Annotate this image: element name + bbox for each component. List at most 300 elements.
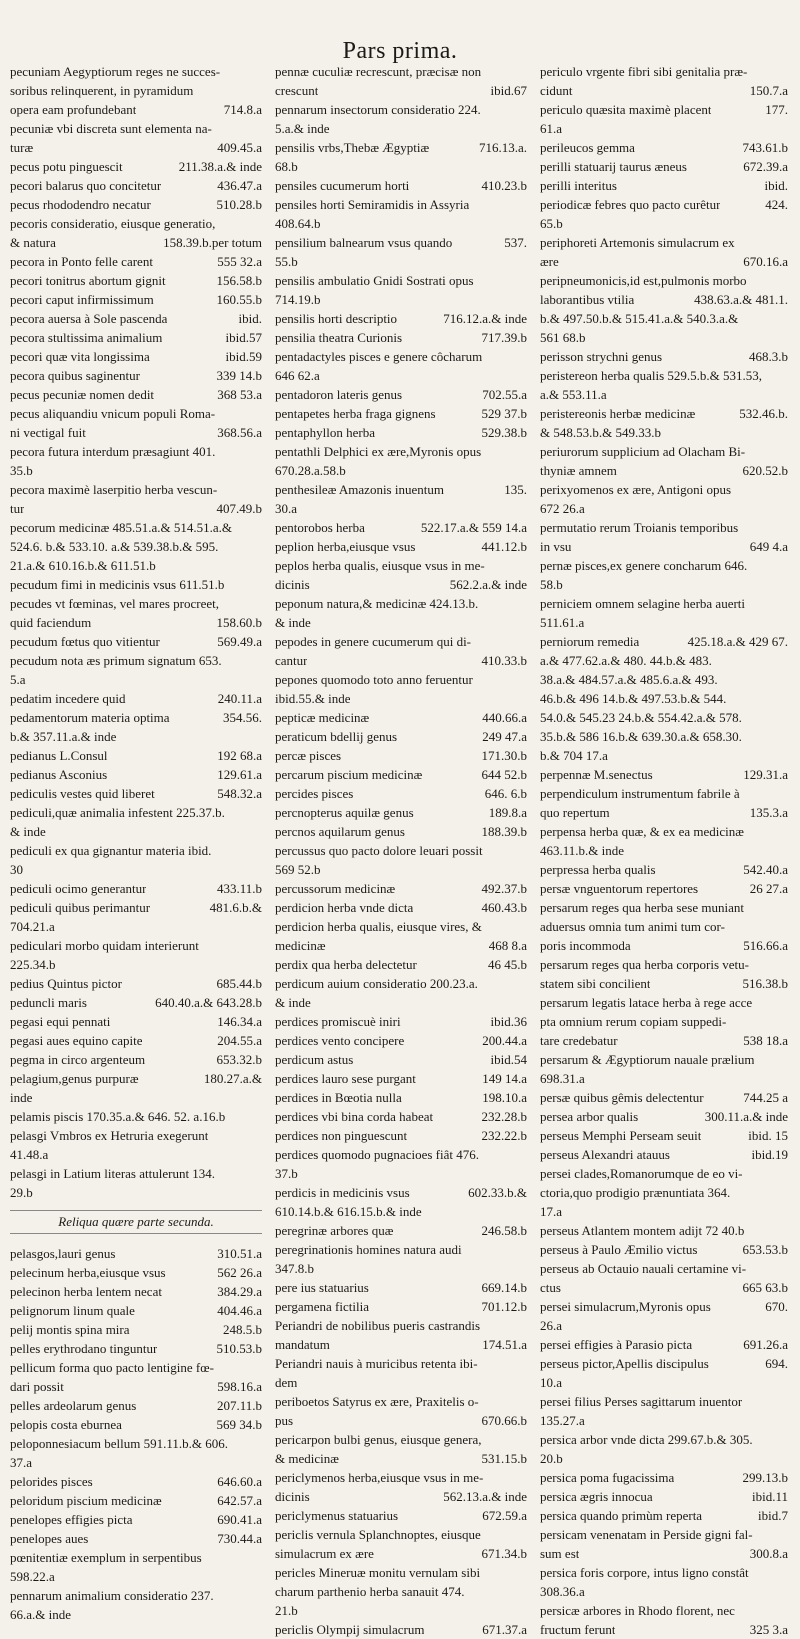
index-entry xyxy=(275,461,527,480)
index-entry xyxy=(10,1396,262,1415)
entry-text: persica arbor vnde dicta 299.67.b.& 305. xyxy=(540,1432,753,1447)
index-entry xyxy=(10,81,262,100)
entry-text: peregrinationis homines natura audi xyxy=(275,1242,462,1257)
entry-text: laborantibus vtilia xyxy=(540,292,635,307)
index-entry xyxy=(540,100,788,119)
entry-reference: 156.58.b xyxy=(216,273,262,288)
entry-reference: 492.37.b xyxy=(481,881,527,896)
index-entry xyxy=(10,1567,262,1586)
entry-text: 10.a xyxy=(540,1375,563,1390)
index-entry xyxy=(275,176,527,195)
index-entry xyxy=(540,974,788,993)
entry-reference: 602.33.b.& xyxy=(468,1185,527,1200)
entry-text: percnos aquilarum genus xyxy=(275,824,405,839)
index-entry xyxy=(10,62,262,81)
entry-reference: 409.45.a xyxy=(217,140,262,155)
entry-text: pere ius statuarius xyxy=(275,1280,369,1295)
entry-reference: 569 34.b xyxy=(216,1417,262,1432)
entry-reference: 529 37.b xyxy=(481,406,527,421)
entry-text: pelamis piscis 170.35.a.& 646. 52. a.16.b xyxy=(10,1109,226,1124)
index-entry xyxy=(275,1620,527,1639)
entry-reference: 249 47.a xyxy=(482,729,527,744)
index-entry xyxy=(540,157,788,176)
index-entry xyxy=(10,1183,262,1202)
entry-text: pepodes in genere cucumerum qui di- xyxy=(275,634,472,649)
index-entry xyxy=(10,537,262,556)
entry-text: pepones quomodo toto anno feruentur xyxy=(275,672,473,687)
entry-text: pegasi aues equino capite xyxy=(10,1033,143,1048)
entry-reference: 129.61.a xyxy=(217,767,262,782)
index-entry xyxy=(540,442,788,461)
index-entry xyxy=(540,480,788,499)
index-entry xyxy=(10,1107,262,1126)
entry-text: & inde xyxy=(10,824,46,839)
entry-reference: 441.12.b xyxy=(481,539,527,554)
entry-text: pecudum nota æs primum signatum 653. xyxy=(10,653,222,668)
index-entry xyxy=(275,1487,527,1506)
entry-text: pegasi equi pennati xyxy=(10,1014,111,1029)
entry-text: pensilis vrbs,Thebæ Ægyptiæ xyxy=(275,140,430,155)
entry-text: statem sibi concilient xyxy=(540,976,651,991)
entry-text: 46.b.& 496 14.b.& 497.53.b.& 544. xyxy=(540,691,727,706)
entry-text: pecori quæ vita longissima xyxy=(10,349,150,364)
index-entry xyxy=(10,1415,262,1434)
entry-text: pensilia theatra Curionis xyxy=(275,330,403,345)
entry-reference: 598.16.a xyxy=(217,1379,262,1394)
index-entry xyxy=(275,708,527,727)
entry-text: pecora stultissima animalium xyxy=(10,330,163,345)
entry-text: 225.34.b xyxy=(10,957,56,972)
index-entry xyxy=(540,252,788,271)
entry-reference: 716.13.a. xyxy=(478,140,527,155)
entry-text: periurorum supplicium ad Olacham Bi- xyxy=(540,444,746,459)
entry-reference: 211.38.a.& inde xyxy=(178,159,262,174)
index-entry xyxy=(540,1601,788,1620)
entry-text: ctus xyxy=(540,1280,561,1295)
entry-text: persica foris corpore, intus ligno constât xyxy=(540,1565,749,1580)
entry-reference: 146.34.a xyxy=(217,1014,262,1029)
entry-text: 54.0.& 545.23 24.b.& 554.42.a.& 578. xyxy=(540,710,742,725)
index-entry xyxy=(540,1468,788,1487)
index-entry xyxy=(540,195,788,214)
index-entry xyxy=(10,556,262,575)
index-entry xyxy=(540,1335,788,1354)
entry-text: 21.a.& 610.16.b.& 611.51.b xyxy=(10,558,156,573)
entry-reference: 160.55.b xyxy=(216,292,262,307)
entry-text: perdices vento concipere xyxy=(275,1033,405,1048)
index-entry xyxy=(540,537,788,556)
entry-reference: 510.28.b xyxy=(216,197,262,212)
index-column-2 xyxy=(275,62,527,1639)
entry-text: perpressa herba qualis xyxy=(540,862,656,877)
entry-text: 135.27.a xyxy=(540,1413,585,1428)
index-entry xyxy=(275,917,527,936)
entry-text: cidunt xyxy=(540,83,573,98)
index-entry xyxy=(10,841,262,860)
entry-reference: 149 14.a xyxy=(482,1071,527,1086)
entry-text: 41.48.a xyxy=(10,1147,49,1162)
entry-reference: 150.7.a xyxy=(749,83,788,98)
entry-text: peristereon herba qualis 529.5.b.& 531.53, xyxy=(540,368,763,383)
index-entry xyxy=(275,233,527,252)
index-entry xyxy=(275,1563,527,1582)
entry-reference: 562 26.a xyxy=(217,1265,262,1280)
entry-reference: 246.58.b xyxy=(481,1223,527,1238)
index-entry xyxy=(275,1373,527,1392)
entry-reference: 232.22.b xyxy=(481,1128,527,1143)
entry-reference: 198.10.a xyxy=(482,1090,527,1105)
index-entry xyxy=(275,575,527,594)
entry-reference: 665 63.b xyxy=(742,1280,788,1295)
entry-reference: 516.38.b xyxy=(742,976,788,991)
index-entry xyxy=(10,974,262,993)
entry-text: 511.61.a xyxy=(540,615,585,630)
entry-text: persei effigies à Parasio picta xyxy=(540,1337,693,1352)
entry-reference: 425.18.a.& 429 67. xyxy=(687,634,788,649)
index-entry xyxy=(540,936,788,955)
entry-reference: 646. 6.b xyxy=(484,786,527,801)
index-column-3 xyxy=(540,62,788,1639)
index-entry xyxy=(275,765,527,784)
index-entry xyxy=(10,290,262,309)
index-entry xyxy=(540,1145,788,1164)
index-entry xyxy=(275,1145,527,1164)
index-entry xyxy=(275,974,527,993)
entry-text: persæ vnguentorum repertores xyxy=(540,881,699,896)
index-entry xyxy=(275,1525,527,1544)
index-entry xyxy=(540,385,788,404)
entry-reference: ibid.19 xyxy=(751,1147,788,1162)
entry-text: pentaphyllon herba xyxy=(275,425,375,440)
index-entry xyxy=(10,1358,262,1377)
entry-text: pelecinum herba,eiusque vsus xyxy=(10,1265,166,1280)
entry-text: periculo quæsita maximè placent xyxy=(540,102,712,117)
entry-text: a.& 553.11.a xyxy=(540,387,607,402)
entry-text: 30.a xyxy=(275,501,298,516)
index-entry xyxy=(10,1050,262,1069)
index-entry xyxy=(10,1586,262,1605)
entry-text: opera eam profundebant xyxy=(10,102,137,117)
entry-text: periculo vrgente fibri sibi genitalia præ- xyxy=(540,64,748,79)
entry-text: pelasgi Vmbros ex Hetruria exegerunt xyxy=(10,1128,209,1143)
entry-text: cantur xyxy=(275,653,308,668)
entry-text: b.& 357.11.a.& inde xyxy=(10,729,117,744)
entry-reference: 410.33.b xyxy=(481,653,527,668)
index-entry xyxy=(275,1278,527,1297)
index-entry xyxy=(275,442,527,461)
entry-text: pediculari morbo quidam interierunt xyxy=(10,938,199,953)
entry-reference: 620.52.b xyxy=(742,463,788,478)
entry-text: peristereonis herbæ medicinæ xyxy=(540,406,696,421)
entry-reference: 516.66.a xyxy=(743,938,788,953)
entry-text: 37.a xyxy=(10,1455,33,1470)
entry-text: pecora maximè laserpitio herba vescun- xyxy=(10,482,218,497)
index-entry xyxy=(275,955,527,974)
entry-text: 37.b xyxy=(275,1166,298,1181)
entry-reference: 410.23.b xyxy=(481,178,527,193)
entry-text: tur xyxy=(10,501,25,516)
index-entry xyxy=(275,746,527,765)
entry-reference: 310.51.a xyxy=(217,1246,262,1261)
entry-text: 698.31.a xyxy=(540,1071,585,1086)
index-entry xyxy=(10,955,262,974)
entry-text: perilli statuarij taurus æneus xyxy=(540,159,687,174)
entry-text: 38.a.& 484.57.a.& 485.6.a.& 493. xyxy=(540,672,718,687)
index-entry xyxy=(10,1320,262,1339)
entry-text: perseus ab Octauio nauali certamine vi- xyxy=(540,1261,747,1276)
index-entry xyxy=(275,879,527,898)
index-entry xyxy=(275,784,527,803)
index-entry xyxy=(10,1088,262,1107)
index-entry xyxy=(275,100,527,119)
entry-text: persei clades,Romanorumque de eo vi- xyxy=(540,1166,743,1181)
entry-text: & natura xyxy=(10,235,56,250)
entry-text: persicæ arbores in Rhodo florent, nec xyxy=(540,1603,735,1618)
entry-text: pericles Mineruæ monitu vernulam sibi xyxy=(275,1565,481,1580)
entry-text: pelasgi in Latium literas attulerunt 134. xyxy=(10,1166,216,1181)
index-entry xyxy=(10,271,262,290)
index-entry xyxy=(540,366,788,385)
entry-reference: 691.26.a xyxy=(743,1337,788,1352)
index-entry xyxy=(275,841,527,860)
index-entry xyxy=(540,176,788,195)
index-entry xyxy=(10,233,262,252)
index-entry xyxy=(10,195,262,214)
index-entry xyxy=(10,1263,262,1282)
entry-text: 670.28.a.58.b xyxy=(275,463,346,478)
index-entry xyxy=(540,328,788,347)
entry-text: pecora quibus saginentur xyxy=(10,368,140,383)
index-entry xyxy=(540,1563,788,1582)
index-entry xyxy=(540,1202,788,1221)
entry-text: charum parthenio herba sanauit 474. xyxy=(275,1584,465,1599)
entry-reference: 300.11.a.& inde xyxy=(704,1109,788,1124)
entry-text: & 548.53.b.& 549.33.b xyxy=(540,425,661,440)
index-entry xyxy=(540,1164,788,1183)
entry-text: 66.a.& inde xyxy=(10,1607,72,1622)
entry-reference: ibid.57 xyxy=(225,330,262,345)
entry-text: periclymenus statuarius xyxy=(275,1508,399,1523)
index-entry xyxy=(275,1297,527,1316)
entry-text: perisson strychni genus xyxy=(540,349,663,364)
entry-text: perseus pictor,Apellis discipulus xyxy=(540,1356,709,1371)
entry-text: sum est xyxy=(540,1546,580,1561)
entry-reference: 135.3.a xyxy=(749,805,788,820)
entry-text: pensiles horti Semiramidis in Assyria xyxy=(275,197,470,212)
index-entry xyxy=(10,746,262,765)
entry-text: soribus relinquerent, in pyramidum xyxy=(10,83,194,98)
index-entry xyxy=(540,290,788,309)
index-entry xyxy=(10,1145,262,1164)
index-entry xyxy=(275,366,527,385)
entry-reference: 248.5.b xyxy=(223,1322,262,1337)
index-entry xyxy=(275,1088,527,1107)
entry-reference: 744.25 a xyxy=(743,1090,788,1105)
entry-text: persica poma fugacissima xyxy=(540,1470,675,1485)
index-entry xyxy=(540,1278,788,1297)
entry-reference: 129.31.a xyxy=(743,767,788,782)
index-entry xyxy=(540,841,788,860)
index-entry xyxy=(10,1491,262,1510)
entry-reference: 522.17.a.& 559 14.a xyxy=(420,520,527,535)
index-entry xyxy=(10,100,262,119)
index-entry xyxy=(275,993,527,1012)
index-entry xyxy=(10,803,262,822)
entry-text: pelagium,genus purpuræ xyxy=(10,1071,139,1086)
index-entry xyxy=(275,214,527,233)
entry-text: persei simulacrum,Myronis opus xyxy=(540,1299,711,1314)
entry-text: 704.21.a xyxy=(10,919,55,934)
entry-reference: 189.8.a xyxy=(488,805,527,820)
entry-text: periphoreti Artemonis simulacrum ex xyxy=(540,235,735,250)
entry-text: percussorum medicinæ xyxy=(275,881,396,896)
index-entry xyxy=(10,1510,262,1529)
entry-text: perdices promiscuè iniri xyxy=(275,1014,401,1029)
entry-text: perileucos gemma xyxy=(540,140,635,155)
entry-reference: 649 4.a xyxy=(749,539,788,554)
index-entry xyxy=(275,1107,527,1126)
entry-text: persarum legatis latace herba à rege acce xyxy=(540,995,753,1010)
entry-text: perniciem omnem selagine herba auerti xyxy=(540,596,746,611)
entry-text: perixyomenos ex ære, Antigoni opus xyxy=(540,482,732,497)
entry-text: Periandri de nobilibus pueris castrandis xyxy=(275,1318,481,1333)
entry-reference: 407.49.b xyxy=(216,501,262,516)
entry-reference: 531.15.b xyxy=(481,1451,527,1466)
entry-reference: 685.44.b xyxy=(216,976,262,991)
entry-text: permutatio rerum Troianis temporibus xyxy=(540,520,739,535)
entry-text: pelorides pisces xyxy=(10,1474,93,1489)
entry-reference: 460.43.b xyxy=(481,900,527,915)
entry-text: peduncli maris xyxy=(10,995,87,1010)
entry-text: perdicum auium consideratio 200.23.a. xyxy=(275,976,478,991)
index-entry xyxy=(540,1031,788,1050)
entry-text: perpensa herba quæ, & ex ea medicinæ xyxy=(540,824,744,839)
entry-text: peloridum piscium medicinæ xyxy=(10,1493,162,1508)
index-entry xyxy=(275,499,527,518)
index-entry xyxy=(10,917,262,936)
index-entry xyxy=(275,1221,527,1240)
entry-text: 29.b xyxy=(10,1185,33,1200)
entry-text: periboetos Satyrus ex ære, Praxitelis o- xyxy=(275,1394,479,1409)
entry-text: tare credebatur xyxy=(540,1033,618,1048)
entry-text: persei filius Perses sagittarum inuentor xyxy=(540,1394,743,1409)
entry-text: pentorobos herba xyxy=(275,520,365,535)
index-entry xyxy=(10,689,262,708)
entry-reference: ibid. xyxy=(764,178,788,193)
entry-reference: 232.28.b xyxy=(481,1109,527,1124)
entry-reference: 555 32.a xyxy=(217,254,262,269)
entry-text: 58.b xyxy=(540,577,563,592)
entry-text: periclymenos herba,eiusque vsus in me- xyxy=(275,1470,484,1485)
index-entry xyxy=(540,1487,788,1506)
entry-text: persica ægris innocua xyxy=(540,1489,653,1504)
entry-text: pentapetes herba fraga gignens xyxy=(275,406,436,421)
index-entry xyxy=(10,1031,262,1050)
index-entry xyxy=(275,1126,527,1145)
entry-text: pensilis horti descriptio xyxy=(275,311,398,326)
entry-text: pedatim incedere quid xyxy=(10,691,126,706)
entry-text: pecuniam Aegyptiorum reges ne succes- xyxy=(10,64,221,79)
entry-text: pecori caput infirmissimum xyxy=(10,292,154,307)
entry-reference: 135. xyxy=(504,482,527,497)
entry-text: peplion herba,eiusque vsus xyxy=(275,539,416,554)
index-entry xyxy=(540,309,788,328)
entry-text: persea arbor qualis xyxy=(540,1109,639,1124)
entry-text: & inde xyxy=(275,615,311,630)
index-entry xyxy=(275,62,527,81)
entry-text: 610.14.b.& 616.15.b.& inde xyxy=(275,1204,422,1219)
entry-reference: 354.56. xyxy=(223,710,262,725)
entry-text: 55.b xyxy=(275,254,298,269)
entry-text: 68.b xyxy=(275,159,298,174)
entry-reference: 537. xyxy=(504,235,527,250)
entry-text: fructum ferunt xyxy=(540,1622,616,1637)
entry-reference: 299.13.b xyxy=(742,1470,788,1485)
index-entry xyxy=(10,898,262,917)
entry-reference: 433.11.b xyxy=(216,881,262,896)
entry-text: pergamena fictilia xyxy=(275,1299,369,1314)
index-entry xyxy=(540,765,788,784)
index-entry xyxy=(275,1392,527,1411)
index-entry xyxy=(10,480,262,499)
entry-text: pecorum medicinæ 485.51.a.& 514.51.a.& xyxy=(10,520,233,535)
entry-text: pennarum animalium consideratio 237. xyxy=(10,1588,214,1603)
entry-text: 30 xyxy=(10,862,23,877)
entry-reference: 204.55.a xyxy=(217,1033,262,1048)
entry-reference: 424. xyxy=(765,197,788,212)
index-entry xyxy=(10,461,262,480)
entry-text: pus xyxy=(275,1413,294,1428)
entry-reference: 670.66.b xyxy=(481,1413,527,1428)
index-entry xyxy=(540,1316,788,1335)
index-entry xyxy=(10,727,262,746)
entry-text: perdix qua herba delectetur xyxy=(275,957,417,972)
index-entry xyxy=(540,1221,788,1240)
index-entry xyxy=(10,879,262,898)
index-entry xyxy=(10,385,262,404)
entry-reference: 640.40.a.& 643.28.b xyxy=(155,995,262,1010)
entry-text: quo repertum xyxy=(540,805,610,820)
index-entry xyxy=(275,290,527,309)
entry-reference: 368 53.a xyxy=(217,387,262,402)
entry-text: peplos herba qualis, eiusque vsus in me- xyxy=(275,558,485,573)
index-entry xyxy=(10,822,262,841)
entry-reference: 653.32.b xyxy=(216,1052,262,1067)
entry-reference: 368.56.a xyxy=(217,425,262,440)
index-entry xyxy=(540,62,788,81)
index-entry xyxy=(275,81,527,100)
index-entry xyxy=(10,708,262,727)
entry-text: 61.a xyxy=(540,121,563,136)
index-entry xyxy=(275,822,527,841)
entry-text: pecora auersa à Sole pascenda xyxy=(10,311,168,326)
index-entry xyxy=(540,404,788,423)
index-entry xyxy=(540,518,788,537)
index-entry xyxy=(10,366,262,385)
entry-text: pediculi ocimo generantur xyxy=(10,881,147,896)
entry-text: 308.36.a xyxy=(540,1584,585,1599)
index-entry xyxy=(275,1354,527,1373)
index-entry xyxy=(275,423,527,442)
entry-text: percarum piscium medicinæ xyxy=(275,767,423,782)
entry-text: peloponnesiacum bellum 591.11.b.& 606. xyxy=(10,1436,228,1451)
index-entry xyxy=(10,613,262,632)
entry-text: b.& 704 17.a xyxy=(540,748,608,763)
entry-text: 65.b xyxy=(540,216,563,231)
entry-reference: 404.46.a xyxy=(217,1303,262,1318)
index-entry xyxy=(10,1339,262,1358)
index-entry xyxy=(540,727,788,746)
